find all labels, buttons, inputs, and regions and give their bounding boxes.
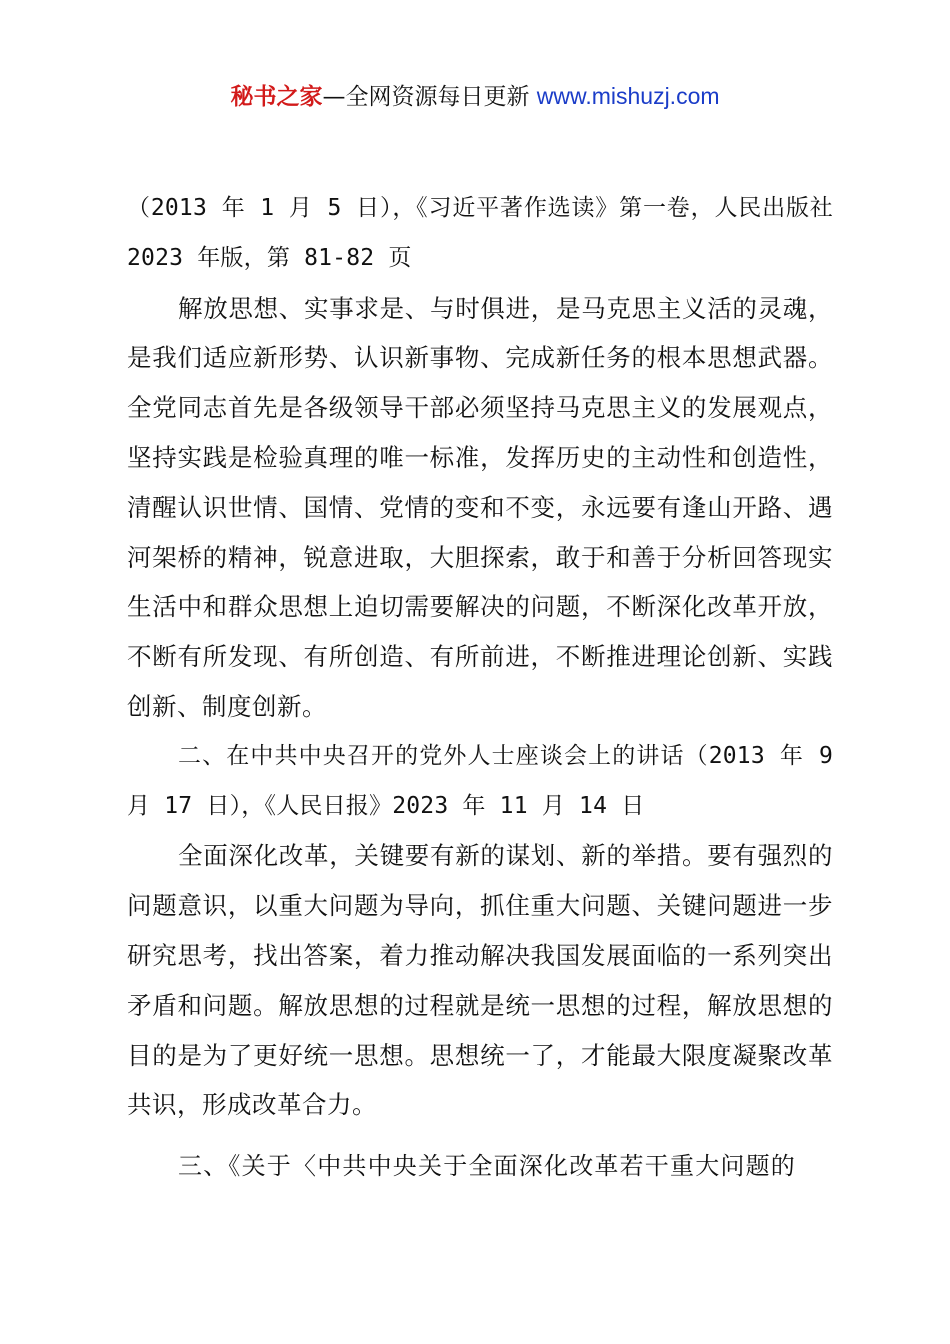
paragraph-1: 解放思想、实事求是、与时俱进，是马克思主义活的灵魂，是我们适应新形势、认识新事物、完成新任务的根本思想武器。全党同志首先是各级领导干部必须坚持马克思主义的发展观点，坚持实践是检验真理的唯一标准，发挥历史的主动性和创造性，清醒认识世情、国情、党情的变和不变，永远要有逢山开路、遇河架桥的精神，锐意进取，大胆探索，敢于和善于分析回答现实生活中和群众思想上迫切需要解决的问题，不断深化改革开放，不断有所发现、有所创造、有所前进，不断推进理论创新、实践创新、制度创新。 (127, 293, 833, 721)
page-header (0, 80, 950, 113)
document-body (127, 184, 833, 1192)
section-heading-2: 二、在中共中央召开的党外人士座谈会上的讲话（2013 年 9 月 17 日），《人民日报》2023 年 11 月 14 日 (127, 742, 833, 819)
citation-1: （2013 年 1 月 5 日），《习近平著作选读》第一卷，人民出版社 2023 年版，第 81-82 页 (127, 195, 833, 271)
header-tagline: —全网资源每日更新 (322, 84, 537, 110)
site-url[interactable]: www.mishuzj.com (536, 83, 720, 109)
brand-name: 秘书之家 (230, 84, 323, 110)
paragraph-2: 全面深化改革，关键要有新的谋划、新的举措。要有强烈的问题意识，以重大问题为导向，抓住重大问题、关键问题进一步研究思考，找出答案，着力推动解决我国发展面临的一系列突出矛盾和问题。解放思想的过程就是统一思想的过程，解放思想的目的是为了更好统一思想。思想统一了，才能最大限度凝聚改革共识，形成改革合力。 (127, 841, 833, 1120)
section-heading-3: 三、《关于〈中共中央关于全面深化改革若干重大问题的 (178, 1152, 796, 1181)
